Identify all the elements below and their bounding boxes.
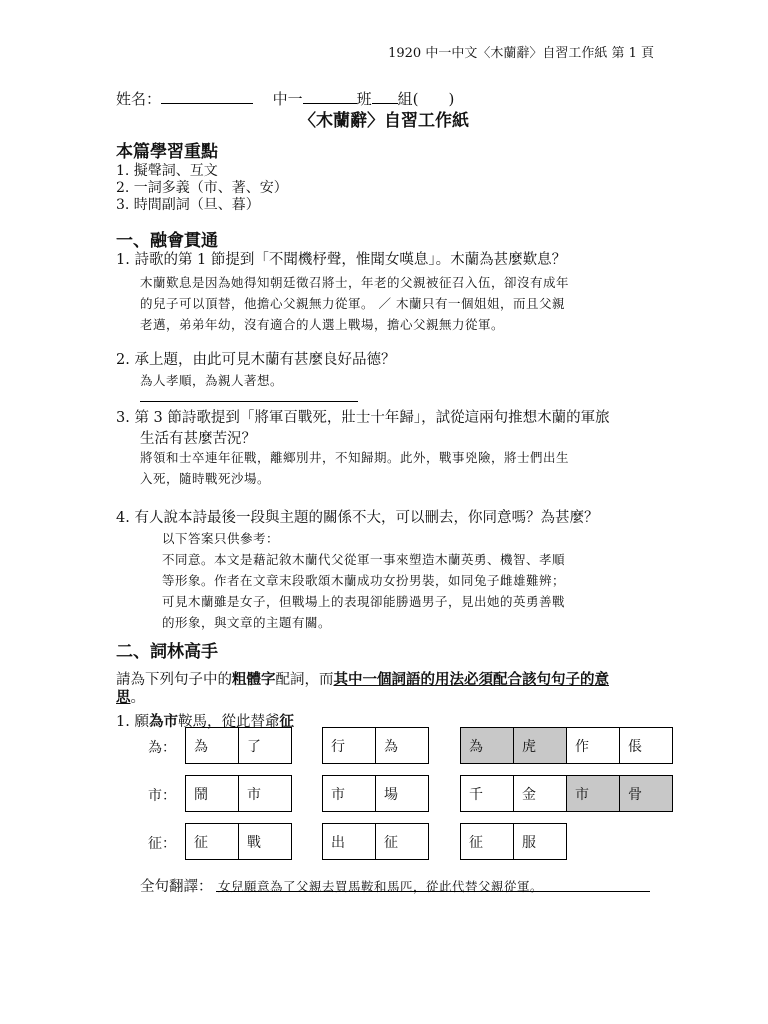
idiom-cell[interactable]: 作 bbox=[567, 728, 620, 764]
word-cell[interactable]: 征 bbox=[186, 824, 239, 860]
section2-instructions-line2 bbox=[116, 686, 145, 707]
q3-answer-line: 入死，隨時戰死沙場。 bbox=[140, 471, 271, 486]
idiom-cell-shaded[interactable]: 市 bbox=[567, 776, 620, 812]
focus-item-1: 1. 擬聲詞、互文 bbox=[116, 163, 218, 179]
idiom-cell-shaded[interactable]: 骨 bbox=[620, 776, 673, 812]
name-blank[interactable] bbox=[161, 89, 253, 104]
word-box bbox=[322, 775, 429, 812]
idiom-cell-shaded[interactable]: 為 bbox=[461, 728, 514, 764]
q1-answer-line: 的兒子可以頂替，他擔心父親無力從軍。 ／ 木蘭只有一個姐姐，而且父親 bbox=[140, 296, 565, 311]
word-box bbox=[460, 823, 567, 860]
instr-underline: 其中一個詞語的用法必須配合該句句子的意 bbox=[333, 671, 609, 688]
word-cell[interactable]: 征 bbox=[461, 824, 514, 860]
class-prefix: 中一 bbox=[272, 90, 303, 108]
translation-underline bbox=[216, 891, 650, 892]
word-cell[interactable]: 為 bbox=[186, 728, 239, 764]
q4-answer-line: 不同意。本文是藉記敘木蘭代父從軍一事來塑造木蘭英勇、機智、孝順 bbox=[162, 552, 566, 567]
translation-label: 全句翻譯： bbox=[140, 879, 213, 895]
s2-q1-bold2: 征 bbox=[279, 713, 294, 730]
q3-answer-line: 將領和士卒連年征戰，離鄉別井，不知歸期。此外，戰事兇險，將士們出生 bbox=[140, 450, 570, 465]
group-blank[interactable] bbox=[372, 89, 398, 104]
q3-text-line1: 3. 第 3 節詩歌提到「將軍百戰死，壯士十年歸」，試從這兩句推想木蘭的軍旅 bbox=[116, 410, 610, 426]
focus-heading: 本篇學習重點 bbox=[116, 142, 218, 162]
word-cell[interactable]: 出 bbox=[323, 824, 376, 860]
q2-answer: 為人孝順，為親人著想。 bbox=[140, 373, 284, 388]
word-box bbox=[185, 727, 292, 764]
word-box bbox=[185, 775, 292, 812]
instr-text: 配詞，而 bbox=[275, 672, 334, 688]
instr-end: 。 bbox=[130, 690, 145, 706]
idiom-box bbox=[460, 775, 673, 812]
idiom-cell[interactable]: 金 bbox=[514, 776, 567, 812]
word-cell[interactable]: 場 bbox=[376, 776, 429, 812]
q3-text-line2: 生活有甚麼苦況？ bbox=[140, 431, 256, 447]
word-cell[interactable]: 戰 bbox=[239, 824, 292, 860]
word-cell[interactable]: 服 bbox=[514, 824, 567, 860]
q1-text: 1. 詩歌的第 1 節提到「不聞機杼聲，惟聞女嘆息」。木蘭為甚麼歎息？ bbox=[116, 252, 567, 268]
word-cell[interactable]: 鬧 bbox=[186, 776, 239, 812]
q2-answer-underline bbox=[140, 401, 358, 402]
grid-row-label: 征： bbox=[148, 836, 176, 852]
instr-bold: 粗體字 bbox=[232, 671, 276, 688]
instr-underline: 思 bbox=[116, 689, 131, 706]
section1-heading: 一、融會貫通 bbox=[116, 231, 218, 251]
word-cell[interactable]: 市 bbox=[323, 776, 376, 812]
q4-note: 以下答案只供參考： bbox=[162, 531, 280, 546]
q4-text: 4. 有人說本詩最後一段與主題的關係不大，可以刪去，你同意嗎？為甚麼？ bbox=[116, 510, 599, 526]
idiom-cell[interactable]: 千 bbox=[461, 776, 514, 812]
word-box bbox=[322, 727, 429, 764]
worksheet-title: 〈木蘭辭〉自習工作紙 bbox=[299, 111, 469, 131]
word-box bbox=[185, 823, 292, 860]
idiom-cell-shaded[interactable]: 虎 bbox=[514, 728, 567, 764]
word-cell[interactable]: 行 bbox=[323, 728, 376, 764]
name-label: 姓名： bbox=[116, 90, 162, 108]
idiom-cell[interactable]: 倀 bbox=[620, 728, 673, 764]
grid-row-label: 市： bbox=[148, 788, 176, 804]
q1-answer-line: 木蘭歎息是因為她得知朝廷徵召將士，年老的父親被征召入伍，卻沒有成年 bbox=[140, 275, 570, 290]
word-cell[interactable]: 市 bbox=[239, 776, 292, 812]
idiom-box bbox=[460, 727, 673, 764]
page-header: 1920 中一中文〈木蘭辭〉自習工作紙 第 1 頁 bbox=[388, 46, 654, 61]
grid-row-label: 為： bbox=[148, 740, 176, 756]
q4-answer-line: 等形象。作者在文章末段歌頌木蘭成功女扮男裝，如同兔子雌雄難辨； bbox=[162, 573, 566, 588]
s2-q1-bold1: 為市 bbox=[148, 713, 178, 730]
class-label: 班 bbox=[356, 90, 372, 108]
translation-answer: 女兒願意為了父親去買馬鞍和馬匹，從此代替父親從軍。 bbox=[218, 879, 544, 894]
focus-item-3: 3. 時間副詞（旦、暮） bbox=[116, 197, 260, 213]
s2-q1-mid: 鞍馬，從此替爺 bbox=[177, 714, 280, 730]
section2-instructions bbox=[116, 668, 609, 689]
q4-answer-line: 可見木蘭雖是女子，但戰場上的表現卻能勝過男子，見出她的英勇善戰 bbox=[162, 594, 566, 609]
instr-text: 請為下列句子中的 bbox=[116, 672, 232, 688]
s2-q1-prefix: 1. 願 bbox=[116, 714, 149, 730]
word-cell[interactable]: 為 bbox=[376, 728, 429, 764]
word-cell[interactable]: 征 bbox=[376, 824, 429, 860]
q1-answer-line: 老邁，弟弟年幼，沒有適合的人選上戰場，擔心父親無力從軍。 bbox=[140, 317, 505, 332]
class-blank[interactable] bbox=[303, 89, 357, 104]
group-close: ) bbox=[448, 90, 455, 108]
q2-text: 2. 承上題，由此可見木蘭有甚麼良好品德？ bbox=[116, 352, 396, 368]
word-cell[interactable]: 了 bbox=[239, 728, 292, 764]
q4-answer-line: 的形象，與文章的主題有關。 bbox=[162, 615, 332, 630]
group-label: 組( bbox=[397, 90, 419, 108]
word-box bbox=[322, 823, 429, 860]
section2-heading: 二、詞林高手 bbox=[116, 642, 218, 662]
focus-item-2: 2. 一詞多義（市、著、安） bbox=[116, 180, 288, 196]
